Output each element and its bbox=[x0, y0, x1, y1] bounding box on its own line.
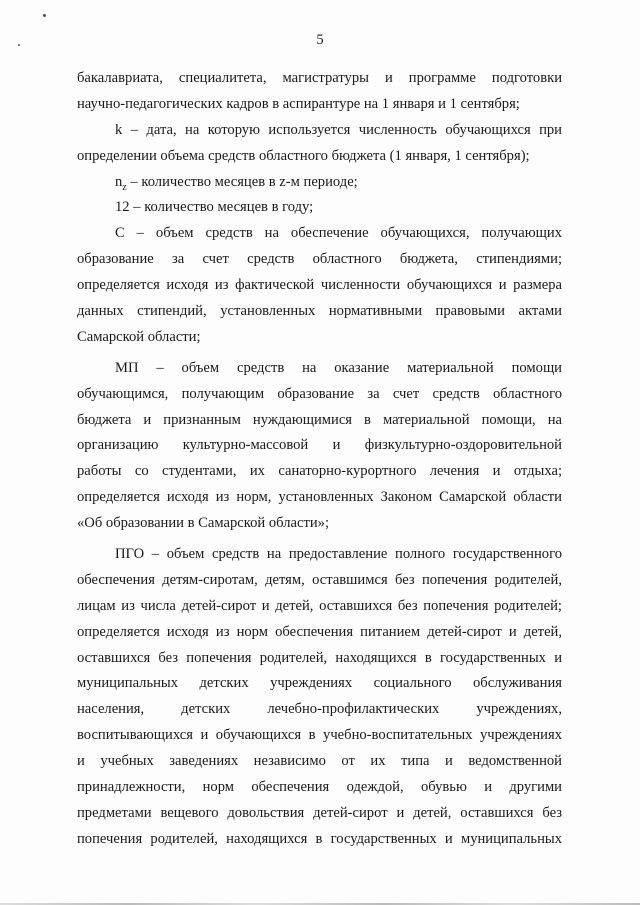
text-line: МП – объем средств на оказание материальной помощи bbox=[115, 359, 562, 376]
text-line: образование за счет средств областного бюджета, стипендиями; bbox=[77, 251, 562, 268]
text-line: бакалавриата, специалитета, магистратуры и программе подготовки bbox=[77, 70, 562, 86]
text-line bbox=[77, 170, 562, 196]
text-line: обеспечения детям-сиротам, детям, оставшимся без попечения родителей, bbox=[77, 571, 562, 588]
text-line: ПГО – объем средств на предоставление полного государственного bbox=[115, 546, 562, 563]
text-line: попечения родителей, находящихся в государственных и муниципальных bbox=[77, 830, 562, 847]
subscript: z bbox=[122, 181, 127, 193]
text-line: населения, детских лечебно-профилактических учреждениях, bbox=[77, 701, 562, 718]
document-body bbox=[77, 66, 562, 853]
text-line: работы со студентами, их санаторно-курортного лечения и отдыха; bbox=[77, 463, 562, 480]
page-number: 5 bbox=[316, 32, 324, 48]
text-line: «Об образовании в Самарской области»; bbox=[77, 515, 330, 532]
text-line: определении объема средств областного бюджета (1 января, 1 сентября); bbox=[77, 147, 530, 164]
text-line: 12 – количество месяцев в году; bbox=[115, 199, 314, 216]
text-line: научно-педагогических кадров в аспирантуре на 1 января и 1 сентября; bbox=[77, 95, 520, 112]
text-line: воспитывающихся и обучающихся в учебно-воспитательных учреждениях bbox=[77, 727, 562, 744]
text-line: муниципальных детских учреждениях социального обслуживания bbox=[77, 675, 562, 692]
text-line: определяется исходя из фактической численности обучающихся и размера bbox=[77, 277, 562, 294]
text-line: определяется исходя из норм обеспечения питанием детей-сирот и детей, bbox=[77, 623, 562, 640]
text-line: оставшихся без попечения родителей, находящихся в государственных и bbox=[77, 649, 562, 666]
text-line: Самарской области; bbox=[77, 328, 201, 345]
text-line: лицам из числа детей-сирот и детей, оставшихся без попечения родителей; bbox=[77, 597, 562, 614]
text-line: и учебных заведениях независимо от их типа и ведомственной bbox=[77, 753, 562, 770]
text-line: принадлежности, норм обеспечения одеждой, обувью и другими bbox=[77, 779, 562, 796]
text-line: организацию культурно-массовой и физкультурно-оздоровительной bbox=[77, 437, 562, 454]
text-line-prefix: n bbox=[115, 173, 123, 190]
text-line: бюджета и признанным нуждающимися в материальной помощи, на bbox=[77, 411, 562, 428]
text-line: данных стипендий, установленных нормативными правовыми актами bbox=[77, 303, 562, 320]
text-line: определяется исходя из норм, установленных Законом Самарской области bbox=[77, 489, 562, 506]
scan-speck bbox=[43, 14, 46, 17]
text-line: k – дата, на которую используется численность обучающихся при bbox=[115, 121, 562, 138]
text-line-suffix: – количество месяцев в z-м периоде; bbox=[126, 173, 358, 190]
text-line: предметами вещевого довольствия детей-сирот и детей, оставшихся без bbox=[77, 804, 562, 821]
text-line: С – объем средств на обеспечение обучающихся, получающих bbox=[115, 225, 562, 242]
text-line: обучающимся, получающим образование за счет средств областного bbox=[77, 385, 562, 402]
